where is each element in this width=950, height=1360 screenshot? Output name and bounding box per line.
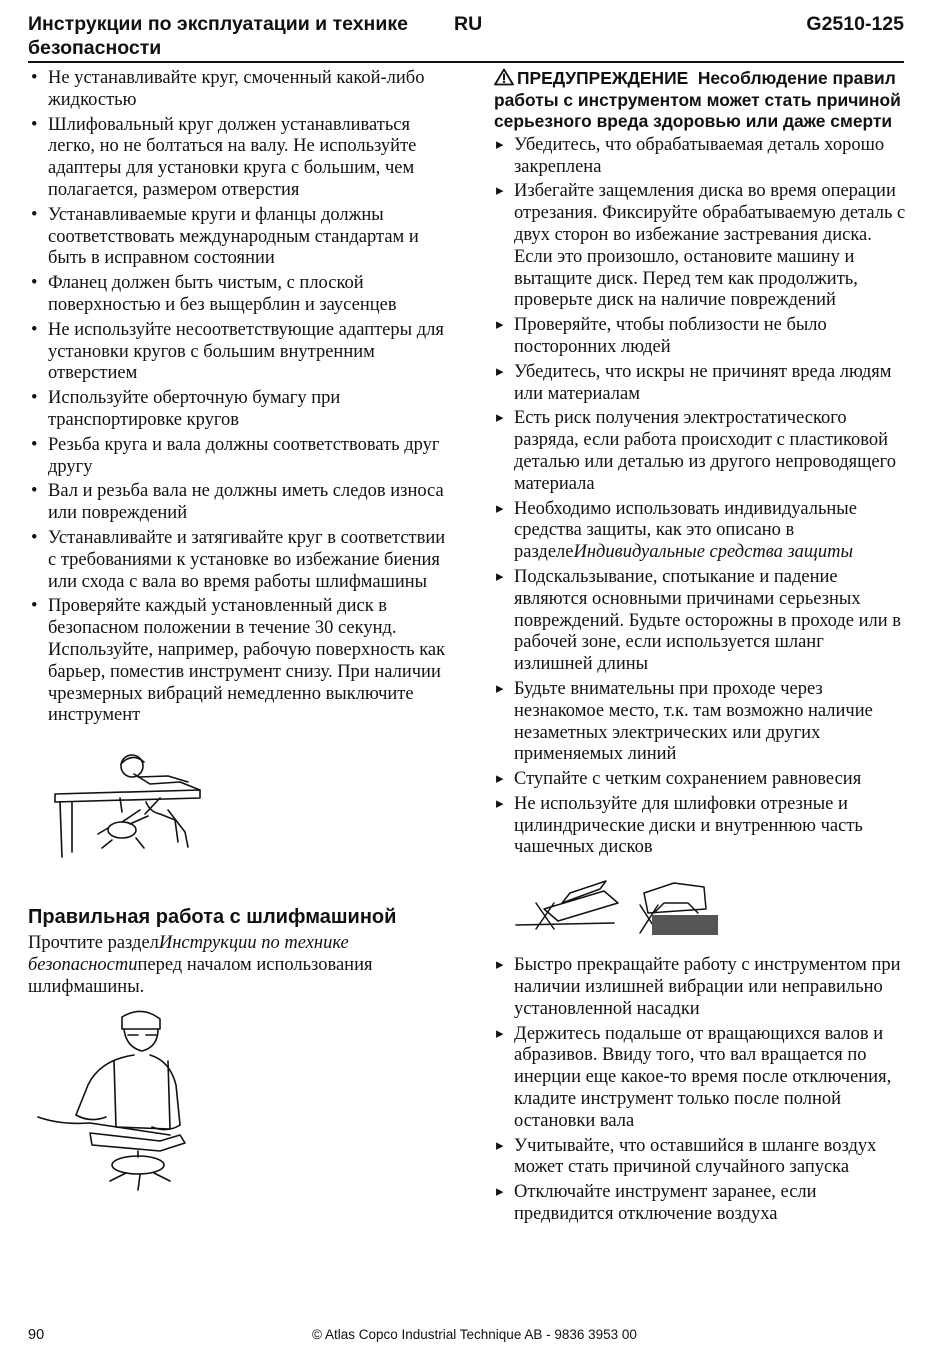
model-number: G2510-125: [806, 13, 904, 35]
intro-prefix: Прочтите раздел: [28, 933, 159, 953]
left-column: [28, 68, 448, 730]
warning-text: Несоблюдение правил работы с инструментом может стать причиной серьезного вреда здоровью или даже смерти: [494, 68, 901, 132]
list-item: ▸ Подскальзывание, спотыкание и падение являются основными причинами серьезных повреждений. Будьте осторожны в проходе или в рабочей зоне, если используется шланг излишней длины: [494, 567, 906, 676]
list-item: • Вал и резьба вала не должны иметь следов износа или повреждений: [28, 481, 448, 525]
list-item: ▸ Убедитесь, что искры не причинят вреда людям или материалам: [494, 362, 906, 406]
list-item: ▸ Отключайте инструмент заранее, если предвидится отключение воздуха: [494, 1182, 906, 1226]
list-item: ▸ Учитывайте, что оставшийся в шланге воздух может стать причиной случайного запуска: [494, 1136, 906, 1180]
list-item: ▸ Проверяйте, чтобы поблизости не было посторонних людей: [494, 315, 906, 359]
page-number: 90: [28, 1327, 45, 1343]
list-item: ▸ Убедитесь, что обрабатываемая деталь хорошо закреплена: [494, 135, 906, 179]
list-item: ▸ Ступайте с четким сохранением равновесия: [494, 769, 906, 791]
header-divider: [28, 61, 904, 63]
list-item: • Устанавливаемые круги и фланцы должны соответствовать международным стандартам и быть в исправном состоянии: [28, 205, 448, 270]
intro-suffix: перед началом использования шлифмашины.: [28, 954, 373, 997]
copyright: © Atlas Copco Industrial Technique AB - 9836 3953 00: [312, 1327, 637, 1342]
wheel-mounting-list: [28, 68, 448, 727]
disc-misuse-illustration: [514, 873, 724, 935]
right-column: [494, 68, 906, 1229]
list-item: • Фланец должен быть чистым, с плоской поверхностью и без выщерблин и заусенцев: [28, 273, 448, 317]
list-item: ▸ Есть риск получения электростатического разряда, если работа происходит с пластиковой деталью или деталью из другого непроводящего материала: [494, 408, 906, 495]
section-intro: [28, 933, 446, 998]
language-code: RU: [454, 13, 483, 35]
safety-list-a: [494, 135, 906, 860]
section-title: Правильная работа с шлифмашиной: [28, 906, 397, 928]
grinder-operator-illustration: [30, 1005, 200, 1195]
list-item: • Используйте оберточную бумагу при транспортировке кругов: [28, 388, 448, 432]
list-item: • Резьба круга и вала должны соответствовать друг другу: [28, 435, 448, 479]
warning-label: ПРЕДУПРЕЖДЕНИЕ: [517, 68, 689, 88]
list-item: ▸ Будьте внимательны при проходе через незнакомое место, т.к. там возможно наличие незаметных электрических или других применяемых линий: [494, 679, 906, 766]
list-item: ▸ Держитесь подальше от вращающихся валов и абразивов. Ввиду того, что вал вращается по инерции еще какое-то время после отключения, кладите инструмент только после полной остановки вала: [494, 1024, 906, 1133]
bench-test-illustration: [50, 752, 210, 862]
list-item: • Проверяйте каждый установленный диск в безопасном положении в течение 30 секунд. Используйте, например, рабочую поверхность как барьер, поместив инструмент снизу. При наличии чрезмерных вибраций немедленно выключите инструмент: [28, 596, 448, 727]
list-item: • Устанавливайте и затягивайте круг в соответствии с требованиями к установке во избежание биения или схода с вала во время работы шлифмашины: [28, 528, 448, 593]
safety-instructions-link[interactable]: Инструкции по технике безопасности: [28, 933, 349, 975]
safety-list-c: [494, 955, 906, 1226]
warning-block: [494, 68, 906, 133]
warning-triangle-icon: [494, 68, 514, 86]
ppe-item-text: Необходимо использовать индивидуальные средства защиты, как это описано в разделе: [514, 498, 857, 563]
ppe-section-link[interactable]: Индивидуальные средства защиты: [573, 542, 854, 563]
list-item: ▸ Избегайте защемления диска во время операции отрезания. Фиксируйте обрабатываемую деталь с двух сторон во избежание застревания диска. Если это произошло, остановите машину и вытащите диск. Перед тем как продолжить, проверьте диск на наличие повреждений: [494, 181, 906, 312]
list-item: [494, 499, 906, 564]
list-item: • Шлифовальный круг должен устанавливаться легко, но не болтаться на валу. Не используйте адаптеры для установки круга с большим, чем полагается, размером отверстия: [28, 115, 448, 202]
list-item: ▸ Быстро прекращайте работу с инструментом при наличии излишней вибрации или неправильно установленной насадки: [494, 955, 906, 1020]
list-item: • Не используйте несоответствующие адаптеры для установки кругов с большим внутренним отверстием: [28, 320, 448, 385]
list-item: • Не устанавливайте круг, смоченный какой-либо жидкостью: [28, 68, 448, 112]
document-title: Инструкции по эксплуатации и технике безопасности: [28, 13, 408, 59]
list-item: ▸ Не используйте для шлифовки отрезные и цилиндрические диски и внутреннюю часть чашечных дисков: [494, 794, 906, 859]
